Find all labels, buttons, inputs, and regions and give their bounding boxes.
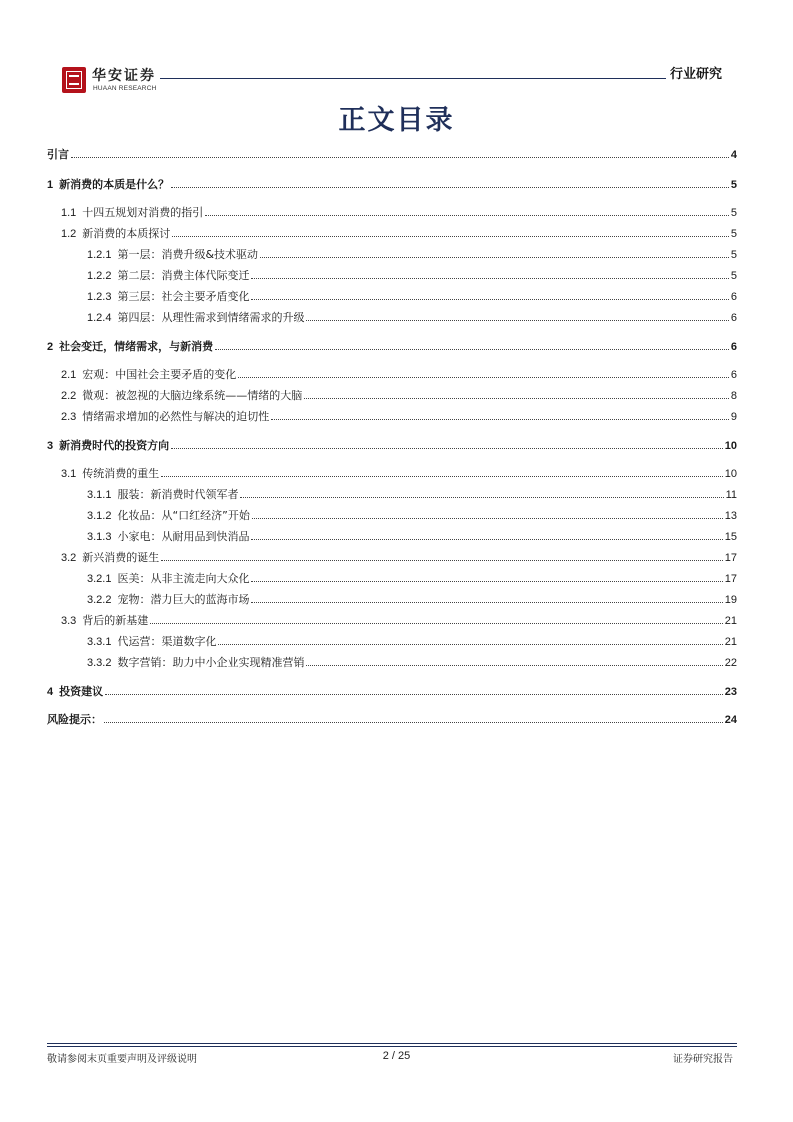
toc-dot-leader: [251, 278, 728, 279]
toc-entry-number: 3.1.3: [87, 531, 112, 543]
toc-entry[interactable]: [61, 206, 737, 220]
toc-dot-leader: [238, 377, 729, 378]
logo-name: 华安证券: [92, 68, 156, 84]
toc-entry-number: 3.1.2: [87, 510, 112, 522]
toc-dot-leader: [205, 215, 729, 216]
report-category: 行业研究: [666, 63, 722, 82]
toc-entry-page: 5: [730, 228, 737, 240]
toc-entry[interactable]: [61, 227, 737, 241]
toc-entry-title: 服装：新消费时代领军者: [117, 488, 239, 501]
toc-entry-number: 3.3.1: [87, 636, 112, 648]
toc-entry-title: 背后的新基建: [82, 614, 149, 627]
toc-entry-page: 10: [724, 440, 737, 452]
toc-entry[interactable]: [61, 614, 737, 628]
toc-entry-title: 传统消费的重生: [82, 467, 160, 480]
toc-entry-number: 1.2: [61, 228, 77, 240]
toc-entry-number: 3.3.2: [87, 657, 112, 669]
toc-entry-page: 10: [724, 468, 737, 480]
toc-entry[interactable]: [61, 389, 737, 403]
toc-entry-page: 8: [730, 390, 737, 402]
toc-entry-page: 17: [724, 573, 737, 585]
toc-entry[interactable]: [61, 551, 737, 565]
toc-entry-number: 2: [47, 341, 54, 353]
toc-dot-leader: [218, 644, 722, 645]
toc-dot-leader: [71, 157, 729, 158]
toc-dot-leader: [306, 320, 728, 321]
toc-entry-title: 小家电：从耐用品到快消品: [117, 530, 250, 543]
toc-entry-number: 3.2.2: [87, 594, 112, 606]
toc-entry-number: 2.3: [61, 411, 77, 423]
toc-entry-page: 21: [724, 636, 737, 648]
logo-subtitle: HUAAN RESEARCH: [93, 85, 157, 92]
toc-entry-title: 医美：从非主流走向大众化: [117, 572, 250, 585]
toc-entry-page: 17: [724, 552, 737, 564]
toc-entry[interactable]: [87, 509, 737, 523]
toc-entry[interactable]: [87, 248, 737, 262]
toc-entry-page: 24: [724, 714, 737, 726]
toc-dot-leader: [251, 539, 722, 540]
page-header: [62, 64, 724, 100]
toc-entry-number: 3.2: [61, 552, 77, 564]
toc-entry-page: 5: [730, 179, 737, 191]
toc-entry[interactable]: [87, 290, 737, 304]
toc-entry-page: 22: [724, 657, 737, 669]
toc-entry-title: 情绪需求增加的必然性与解决的迫切性: [82, 410, 270, 423]
toc-entry-page: 13: [724, 510, 737, 522]
toc-entry-page: 6: [730, 369, 737, 381]
toc-entry-title: 代运营：渠道数字化: [117, 635, 217, 648]
toc-entry-number: 1.2.4: [87, 312, 112, 324]
toc-entry-title: 第三层：社会主要矛盾变化: [117, 290, 250, 303]
toc-entry-page: 23: [724, 686, 737, 698]
toc-entry-page: 4: [730, 149, 737, 161]
toc-entry[interactable]: [61, 410, 737, 424]
toc-entry-page: 19: [724, 594, 737, 606]
toc-entry-title: 第四层：从理性需求到情绪需求的升级: [117, 311, 305, 324]
toc-entry[interactable]: [47, 178, 737, 192]
toc-entry-number: 1: [47, 179, 54, 191]
toc-dot-leader: [104, 722, 723, 723]
toc-dot-leader: [251, 299, 728, 300]
toc-entry-page: 11: [725, 489, 737, 501]
toc-entry[interactable]: [87, 530, 737, 544]
toc-entry[interactable]: [47, 685, 737, 699]
toc-entry-page: 5: [730, 249, 737, 261]
toc-entry-page: 21: [724, 615, 737, 627]
toc-entry-title: 第一层：消费升级&技术驱动: [117, 248, 259, 261]
toc-entry-number: 4: [47, 686, 54, 698]
toc-entry[interactable]: [61, 368, 737, 382]
toc-dot-leader: [105, 694, 723, 695]
toc-entry-title: 宏观：中国社会主要矛盾的变化: [82, 368, 237, 381]
toc-entry-title: 投资建议: [59, 685, 104, 698]
toc-dot-leader: [260, 257, 729, 258]
toc-dot-leader: [240, 497, 723, 498]
toc-entry-title: 微观：被忽视的大脑边缘系统——情绪的大脑: [82, 389, 303, 402]
toc-entry[interactable]: [61, 467, 737, 481]
footer-disclaimer: 敬请参阅末页重要声明及评级说明: [47, 1054, 197, 1065]
toc-entry-number: 1.2.3: [87, 291, 112, 303]
toc-entry-page: 6: [730, 341, 737, 353]
huaan-logo-icon: [62, 67, 86, 93]
toc-entry-number: 1.2.1: [87, 249, 112, 261]
toc-dot-leader: [251, 602, 722, 603]
toc-entry-number: 2.1: [61, 369, 77, 381]
toc-entry-page: 5: [730, 207, 737, 219]
toc-entry[interactable]: [87, 311, 737, 325]
footer-report-type: 证券研究报告: [673, 1054, 733, 1065]
toc-entry-page: 9: [730, 411, 737, 423]
toc-entry[interactable]: [47, 713, 737, 727]
page-number: 2 / 25: [382, 1050, 411, 1062]
toc-entry-title: 数字营销：助力中小企业实现精准营销: [117, 656, 305, 669]
toc-dot-leader: [150, 623, 722, 624]
toc-entry-title: 新消费的本质是什么？: [59, 178, 170, 191]
toc-entry[interactable]: [87, 572, 737, 586]
toc-dot-leader: [161, 560, 722, 561]
toc-entry-number: 1.2.2: [87, 270, 112, 282]
toc-entry-number: 2.2: [61, 390, 77, 402]
toc-entry[interactable]: [87, 593, 737, 607]
toc-entry-number: 3.1: [61, 468, 77, 480]
toc-entry-number: 3.3: [61, 615, 77, 627]
footer-divider: [47, 1043, 737, 1044]
toc-entry-number: 3.2.1: [87, 573, 112, 585]
toc-dot-leader: [306, 665, 722, 666]
toc-dot-leader: [161, 476, 722, 477]
toc-dot-leader: [215, 349, 729, 350]
toc-dot-leader: [171, 448, 723, 449]
toc-entry-number: 3.1.1: [87, 489, 112, 501]
toc-dot-leader: [171, 187, 729, 188]
toc-entry-title: 化妆品：从“口红经济”开始: [117, 509, 250, 522]
toc-entry[interactable]: [87, 269, 737, 283]
toc-entry-title: 新兴消费的诞生: [82, 551, 160, 564]
toc-entry[interactable]: [87, 635, 737, 649]
toc-entry-page: 5: [730, 270, 737, 282]
toc-dot-leader: [271, 419, 729, 420]
toc-entry[interactable]: [87, 656, 737, 670]
toc-dot-leader: [252, 518, 723, 519]
toc-entry-page: 6: [730, 291, 737, 303]
toc-entry-title: 新消费时代的投资方向: [59, 439, 170, 452]
toc-dot-leader: [172, 236, 729, 237]
toc-entry-title: 引言: [47, 148, 69, 161]
toc-dot-leader: [304, 398, 729, 399]
header-divider: [160, 78, 722, 79]
toc-entry-title: 风险提示：: [47, 713, 102, 726]
toc-entry-title: 新消费的本质探讨: [82, 227, 171, 240]
toc-entry-number: 1.1: [61, 207, 77, 219]
toc-entry-number: 3: [47, 440, 54, 452]
toc-entry-title: 十四五规划对消费的指引: [82, 206, 204, 219]
toc-entry-page: 15: [724, 531, 737, 543]
toc-entry-title: 宠物：潜力巨大的蓝海市场: [117, 593, 250, 606]
toc-entry[interactable]: [47, 439, 737, 453]
toc-entry[interactable]: [87, 488, 737, 502]
page-title: 正文目录: [338, 105, 455, 136]
toc-entry-page: 6: [730, 312, 737, 324]
toc-dot-leader: [251, 581, 722, 582]
toc-entry-title: 社会变迁，情绪需求，与新消费: [59, 340, 214, 353]
toc-entry[interactable]: [47, 148, 737, 162]
toc-entry-title: 第二层：消费主体代际变迁: [117, 269, 250, 282]
toc-entry[interactable]: [47, 340, 737, 354]
